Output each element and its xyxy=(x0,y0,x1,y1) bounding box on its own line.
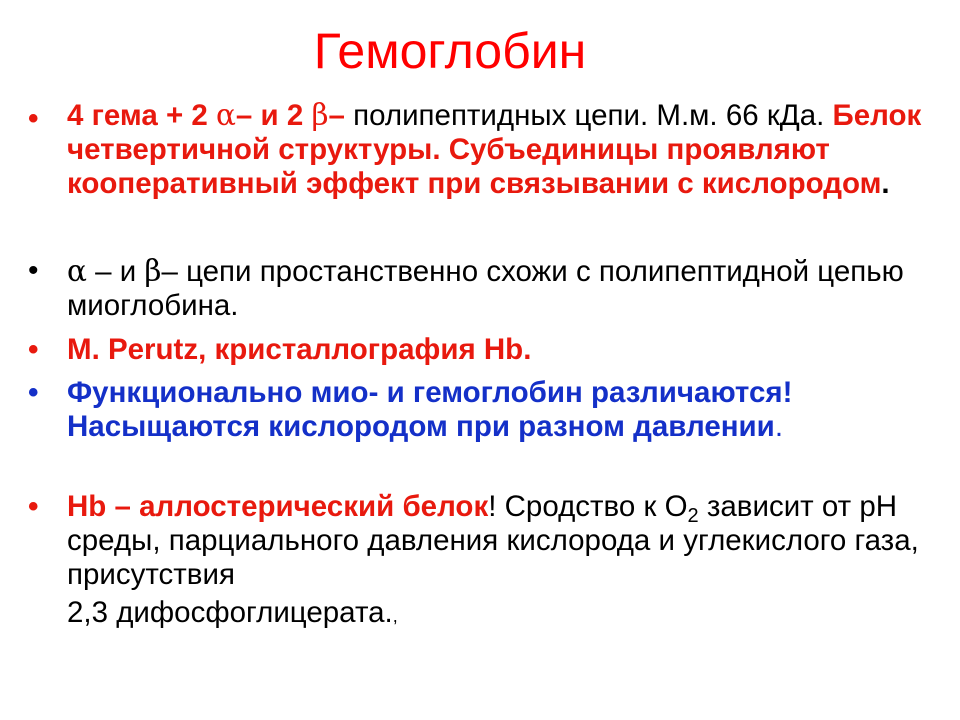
dpg-line xyxy=(67,596,927,633)
chains-similar-text: цепи простанственно схожи с полипептидной цепью миоглобина. xyxy=(67,255,904,322)
polypeptide-text: полипептидных цепи. М.м. 66 кДа. xyxy=(344,99,833,132)
bullet-text-2 xyxy=(67,254,927,323)
and-two-text: – и 2 xyxy=(235,99,312,132)
subscript-two: 2 xyxy=(687,505,699,527)
bullet-dot-icon: • xyxy=(28,490,39,523)
heme-chains-text: 4 гема + 2 xyxy=(67,99,216,132)
bullet-dot-icon: • xyxy=(28,102,39,135)
beta-symbol: β xyxy=(144,254,162,288)
bullet-text-1 xyxy=(67,98,927,201)
allosteric-protein-text: Hb – аллостерический белок xyxy=(67,490,489,523)
dash-text: – xyxy=(328,99,345,132)
bullet-dot-icon: • xyxy=(28,376,39,409)
depends-text: зависит от pH среды, парциального давления кислорода и углекислого газа, присутствия xyxy=(67,490,919,591)
period-text: . xyxy=(774,410,784,443)
bullet-dot-icon: • xyxy=(28,333,39,366)
bullet-text-5 xyxy=(67,490,927,633)
alpha-symbol: α xyxy=(215,98,236,132)
period-text: . xyxy=(881,167,890,200)
dpg-text: 2,3 дифосфоглицерата. xyxy=(67,596,393,629)
beta-symbol: β xyxy=(311,98,329,132)
and-text: – и xyxy=(86,255,145,288)
trailing-comma: , xyxy=(392,606,398,626)
bullet-dot-icon: • xyxy=(28,254,39,287)
dash-text: – xyxy=(161,255,178,288)
affinity-text: ! Сродство к O xyxy=(488,490,688,523)
quaternary-structure-text: Белок четвертичной структуры. Субъединицы проявляют кооперативный эффект при связывании с кислородом xyxy=(67,99,922,200)
slide-title: Гемоглобин xyxy=(313,23,587,79)
bullet-text-3: M. Perutz, кристаллография Hb. xyxy=(67,333,532,366)
bullet-text-4 xyxy=(67,376,927,444)
alpha-symbol: α xyxy=(67,254,87,288)
function-differs-text: Функционально мио- и гемоглобин различаются! Насыщаются кислородом при разном давлении xyxy=(67,376,793,443)
